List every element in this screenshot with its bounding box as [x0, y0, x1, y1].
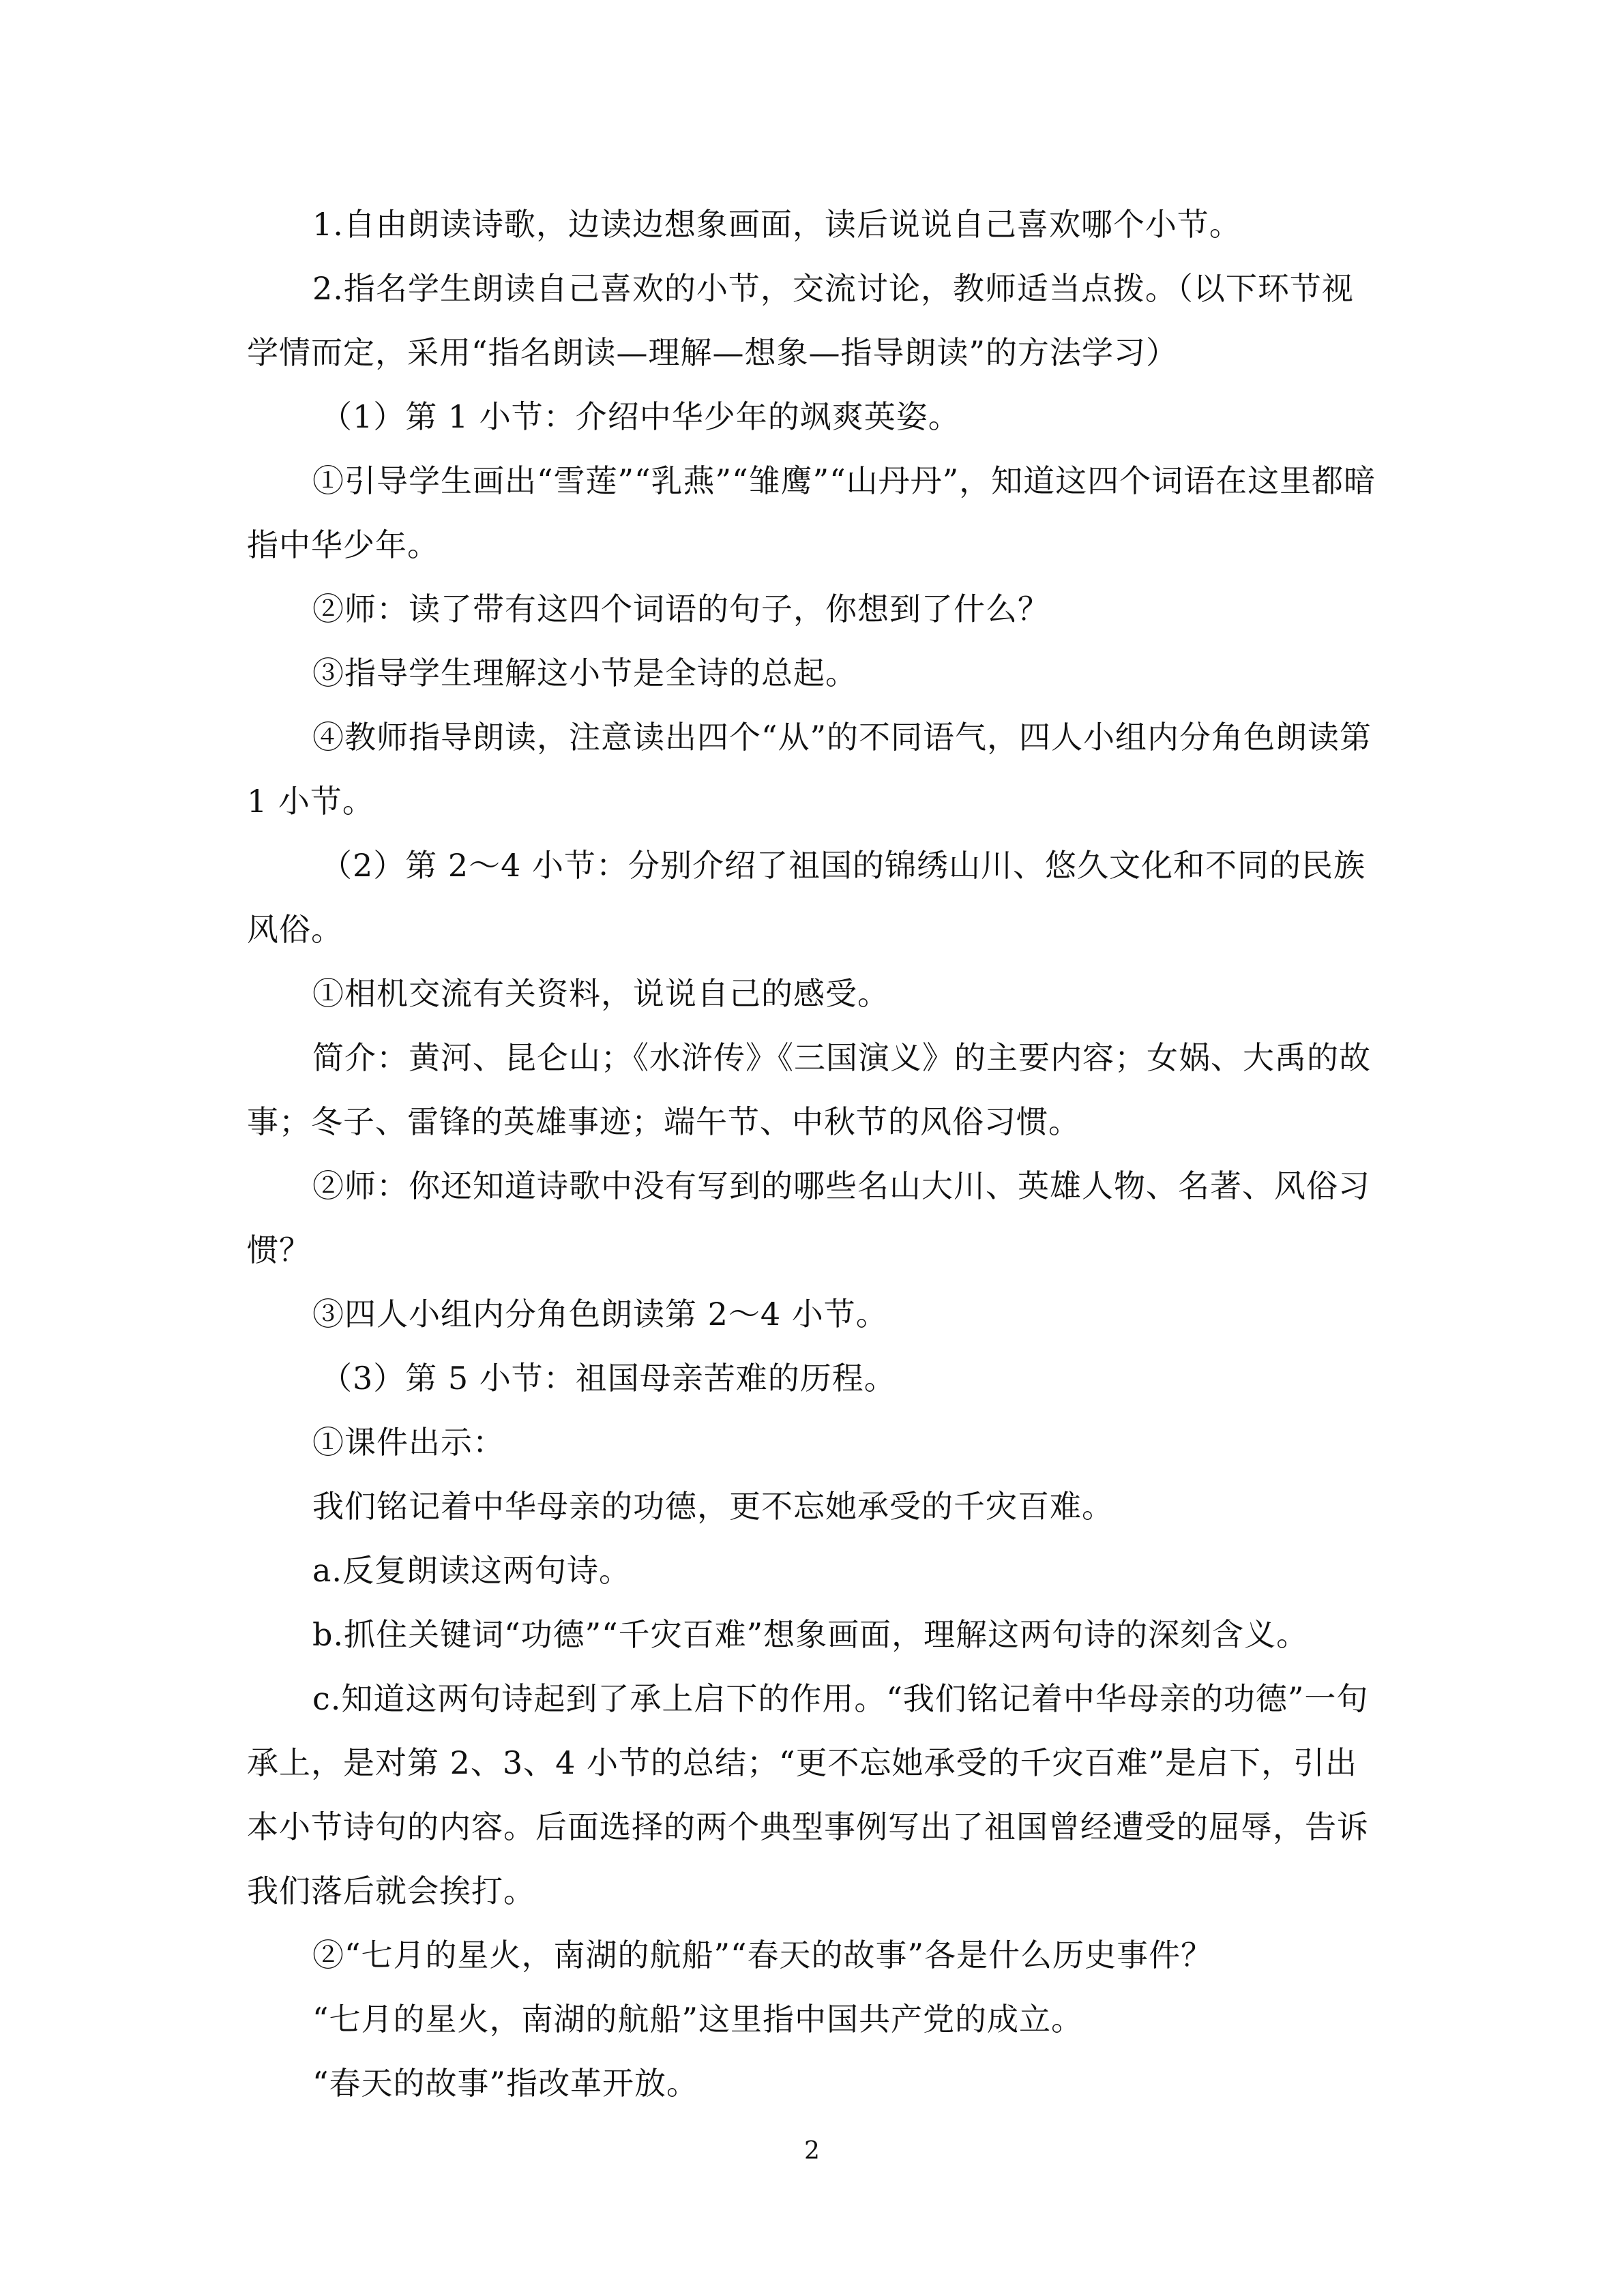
paragraph: c.知道这两句诗起到了承上启下的作用。“我们铭记着中华母亲的功德”一句承上，是对第 2、3、4 小节的总结；“更不忘她承受的千灾百难”是启下，引出本小节诗句的内容。后面选择的两个典型事例写出了祖国曾经遭受的屈辱，告诉我们落后就会挨打。: [247, 1680, 1369, 1909]
paragraph: ②师：你还知道诗歌中没有写到的哪些名山大川、英雄人物、名著、风俗习惯？: [247, 1167, 1370, 1268]
paragraph: a.反复朗读这两句诗。: [312, 1552, 632, 1589]
paragraph: ③指导学生理解这小节是全诗的总起。: [312, 655, 857, 691]
page-number: 2: [804, 2137, 820, 2165]
document-body: [247, 192, 1379, 2115]
paragraph: ④教师指导朗读，注意读出四个“从”的不同语气，四人小组内分角色朗读第 1 小节。: [247, 719, 1372, 820]
paragraph: ①引导学生画出“雪莲”“乳燕”“雏鹰”“山丹丹”，知道这四个词语在这里都暗指中华少年。: [247, 462, 1376, 563]
paragraph: ②“七月的星火，南湖的航船”“春天的故事”各是什么历史事件？: [312, 1937, 1213, 1973]
paragraph: “春天的故事”指改革开放。: [312, 2065, 699, 2102]
paragraph: b.抓住关键词“功德”“千灾百难”想象画面，理解这两句诗的深刻含义。: [312, 1616, 1309, 1653]
paragraph: ②师：读了带有这四个词语的句子，你想到了什么？: [312, 591, 1050, 627]
paragraph: “七月的星火，南湖的航船”这里指中国共产党的成立。: [312, 2001, 1084, 2038]
paragraph: ③四人小组内分角色朗读第 2～4 小节。: [312, 1296, 888, 1332]
paragraph: 2.指名学生朗读自己喜欢的小节，交流讨论，教师适当点拨。（以下环节视学情而定，采用“指名朗读—理解—想象—指导朗读”的方法学习）: [247, 270, 1354, 371]
section-heading: （1）第 1 小节：介绍中华少年的飒爽英姿。: [321, 398, 960, 435]
paragraph: ①相机交流有关资料，说说自己的感受。: [312, 975, 889, 1012]
paragraph: 我们铭记着中华母亲的功德，更不忘她承受的千灾百难。: [312, 1488, 1114, 1525]
paragraph: 简介：黄河、昆仑山；《水浒传》《三国演义》的主要内容；女娲、大禹的故事；冬子、雷锋的英雄事迹；端午节、中秋节的风俗习惯。: [247, 1039, 1371, 1140]
paragraph: 1.自由朗读诗歌，边读边想象画面，读后说说自己喜欢哪个小节。: [312, 206, 1241, 243]
section-heading: （3）第 5 小节：祖国母亲苦难的历程。: [321, 1360, 896, 1397]
section-heading: （2）第 2～4 小节：分别介绍了祖国的锦绣山川、悠久文化和不同的民族风俗。: [247, 847, 1366, 948]
paragraph: ①课件出示：: [312, 1424, 505, 1461]
